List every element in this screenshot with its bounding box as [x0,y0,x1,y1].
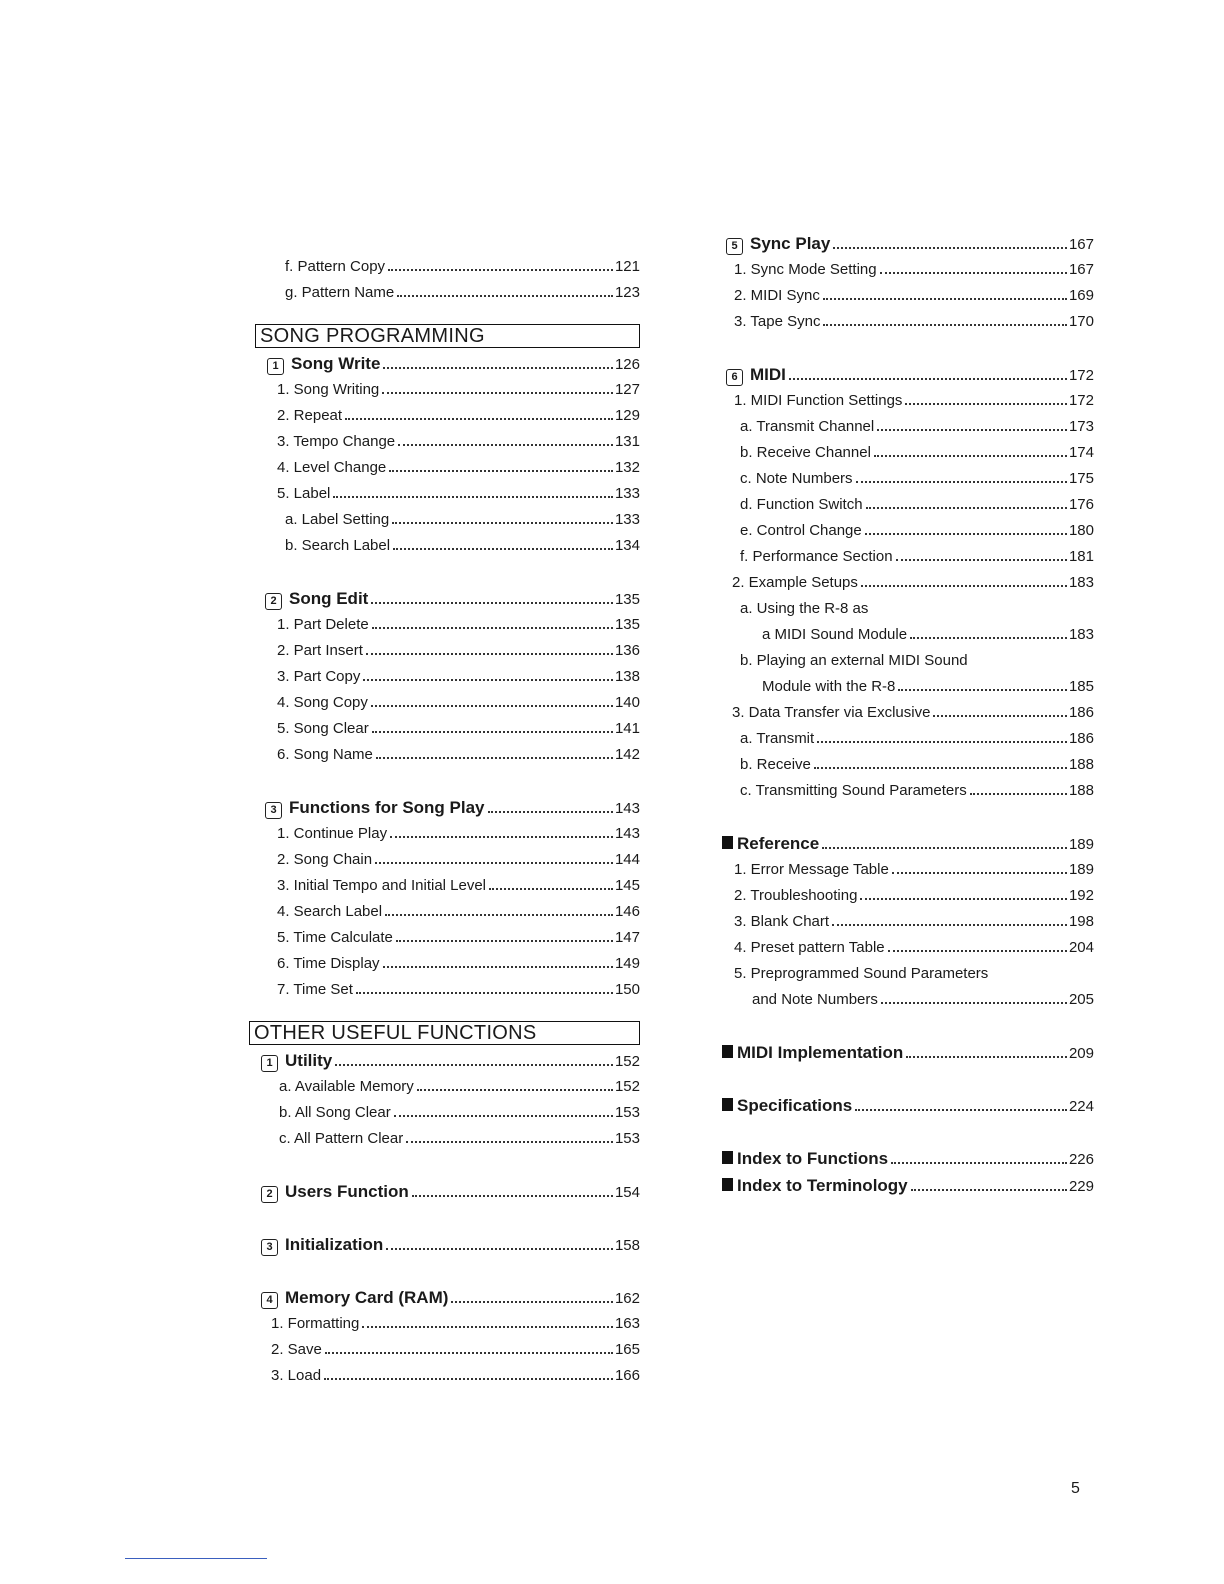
toc-heading-label: Functions for Song Play [289,798,485,817]
dot-leader [345,418,613,420]
toc-entry-page: 143 [614,825,640,842]
dot-leader [910,637,1067,639]
toc-entry-label: d. Function Switch [740,496,863,513]
toc-entry[interactable] [255,616,640,642]
toc-heading-label: Initialization [285,1235,384,1254]
toc-entry[interactable] [722,965,1094,991]
toc-entry[interactable] [255,1130,640,1156]
toc-entry-page: 162 [614,1290,640,1307]
dot-leader [386,1248,613,1250]
toc-entry[interactable] [255,642,640,668]
toc-entry[interactable] [255,511,640,537]
toc-entry-page: 154 [614,1184,640,1201]
dot-leader [388,269,613,271]
toc-heading-memory-card[interactable] [255,1288,640,1315]
toc-entry-label: b. All Song Clear [279,1104,391,1121]
dot-leader [877,429,1067,431]
dot-leader [371,705,613,707]
toc-entry-page: 149 [614,955,640,972]
toc-entry-page: 141 [614,720,640,737]
toc-entry[interactable] [722,470,1094,496]
toc-entry[interactable] [722,991,1094,1017]
toc-entry[interactable] [722,522,1094,548]
toc-entry-page: 147 [614,929,640,946]
toc-entry-label: b. Receive Channel [740,444,871,461]
toc-entry[interactable] [722,704,1094,730]
toc-entry-label: b. Search Label [285,537,391,554]
toc-entry[interactable] [255,1341,640,1367]
dot-leader [906,1056,1067,1058]
toc-entry-label: a. Label Setting [285,511,390,528]
toc-entry-label: 1. Sync Mode Setting [734,261,877,278]
dot-leader [833,247,1067,249]
toc-entry-page: 142 [614,746,640,763]
toc-entry-page: 185 [1068,678,1094,695]
toc-entry[interactable] [255,485,640,511]
dot-leader [860,898,1067,900]
toc-entry-label: 6. Time Display [277,955,380,972]
section-number-box: 2 [261,1186,278,1203]
toc-entry-label: 2. Repeat [277,407,343,424]
toc-entry-label: 1. Continue Play [277,825,388,842]
toc-entry[interactable] [722,496,1094,522]
toc-heading-label: Song Edit [289,589,369,608]
toc-entry-label: 5. Preprogrammed Sound Parameters [734,965,989,982]
toc-heading-label: MIDI [750,365,786,384]
toc-entry[interactable] [722,652,1094,678]
toc-heading-specifications[interactable] [722,1096,1094,1123]
toc-entry-label: 5. Time Calculate [277,929,393,946]
toc-entry-page: 146 [614,903,640,920]
toc-entry-page: 152 [614,1053,640,1070]
toc-entry-label: c. All Pattern Clear [279,1130,404,1147]
toc-entry-page: 186 [1068,730,1094,747]
toc-entry-page: 175 [1068,470,1094,487]
toc-entry[interactable] [255,877,640,903]
toc-heading-label: Utility [285,1051,333,1070]
toc-entry[interactable] [722,548,1094,574]
toc-entry[interactable] [255,903,640,929]
toc-entry-page: 183 [1068,574,1094,591]
dot-leader [371,602,613,604]
toc-entry-page: 134 [614,537,640,554]
section-title-song-programming: SONG PROGRAMMING [255,324,640,348]
toc-entry-page: 163 [614,1315,640,1332]
dot-leader [874,455,1067,457]
dot-leader [393,548,613,550]
toc-entry[interactable] [722,444,1094,470]
section-number-box: 1 [261,1055,278,1072]
dot-leader [832,924,1067,926]
toc-entry-page: 138 [614,668,640,685]
dot-leader [814,767,1067,769]
toc-entry-label: and Note Numbers [752,991,878,1008]
toc-entry[interactable] [722,913,1094,939]
dot-leader [898,689,1067,691]
dot-leader [866,507,1067,509]
toc-entry-label: 1. Song Writing [277,381,380,398]
dot-leader [375,862,613,864]
dot-leader [333,496,613,498]
toc-entry-label: 3. Initial Tempo and Initial Level [277,877,487,894]
dot-leader [933,715,1067,717]
toc-entry-label: 1. Formatting [271,1315,360,1332]
toc-entry-label: 2. Troubleshooting [734,887,858,904]
square-bullet-icon [722,836,733,849]
toc-entry-label: 2. Example Setups [732,574,858,591]
toc-heading-label: Reference [737,834,820,853]
square-bullet-icon [722,1151,733,1164]
toc-heading-midi-implementation[interactable] [722,1043,1094,1070]
toc-entry-page: 165 [614,1341,640,1358]
toc-entry-page: 183 [1068,626,1094,643]
toc-entry-page: 189 [1068,861,1094,878]
toc-entry-page: 121 [614,258,640,275]
dot-leader [881,1002,1067,1004]
toc-heading-label: Song Write [291,354,381,373]
toc-entry-label: a MIDI Sound Module [762,626,908,643]
toc-entry-label: e. Control Change [740,522,862,539]
toc-entry-page: 186 [1068,704,1094,721]
toc-entry-page: 167 [1068,261,1094,278]
toc-entry-label: a. Transmit [740,730,815,747]
toc-heading-users-function[interactable] [255,1182,640,1209]
dot-leader [382,392,613,394]
toc-entry-page: 188 [1068,756,1094,773]
toc-entry-label: c. Transmitting Sound Parameters [740,782,967,799]
dot-leader [324,1378,613,1380]
toc-entry-page: 127 [614,381,640,398]
toc-heading-label: Index to Terminology [737,1176,908,1195]
toc-entry-label: 5. Label [277,485,331,502]
toc-entry-label: 7. Time Set [277,981,353,998]
dot-leader [398,444,613,446]
dot-leader [383,966,613,968]
toc-entry-page: 209 [1068,1045,1094,1062]
dot-leader [970,793,1067,795]
dot-leader [817,741,1067,743]
toc-heading-index-functions[interactable] [722,1149,1094,1176]
toc-entry-label: 4. Preset pattern Table [734,939,885,956]
toc-heading-song-edit[interactable] [255,589,640,616]
dot-leader [396,940,613,942]
toc-entry-label: b. Receive [740,756,811,773]
toc-entry[interactable] [722,678,1094,704]
dot-leader [372,731,613,733]
dot-leader [366,653,613,655]
dot-leader [383,367,613,369]
toc-entry-page: 126 [614,356,640,373]
toc-entry[interactable] [722,574,1094,600]
toc-entry-page: 172 [1068,392,1094,409]
dot-leader [451,1301,613,1303]
dot-leader [888,950,1067,952]
dot-leader [362,1326,613,1328]
toc-heading-label: Memory Card (RAM) [285,1288,449,1307]
toc-entry[interactable] [255,407,640,433]
toc-entry[interactable] [255,746,640,772]
toc-heading-song-write[interactable] [255,354,640,381]
toc-right-column [722,234,1094,1203]
toc-entry-label: 2. Part Insert [277,642,363,659]
toc-entry[interactable] [722,887,1094,913]
toc-entry-page: 144 [614,851,640,868]
dot-leader [417,1089,613,1091]
toc-entry-label: b. Playing an external MIDI Sound [740,652,968,669]
toc-heading-midi[interactable] [722,365,1094,392]
toc-entry-page: 150 [614,981,640,998]
toc-entry-page: 173 [1068,418,1094,435]
toc-heading-label: Users Function [285,1182,409,1201]
dot-leader [489,888,613,890]
toc-entry-label: 3. Load [271,1367,322,1384]
square-bullet-icon [722,1098,733,1111]
toc-entry[interactable] [255,851,640,877]
toc-heading-label: MIDI Implementation [737,1043,904,1062]
toc-entry[interactable] [722,626,1094,652]
section-number-box: 4 [261,1292,278,1309]
toc-entry[interactable] [255,720,640,746]
toc-entry-page: 166 [614,1367,640,1384]
section-number-box: 5 [726,238,743,255]
toc-entry-page: 129 [614,407,640,424]
section-number-box: 3 [265,802,282,819]
dot-leader [372,627,613,629]
toc-entry-label: a. Using the R-8 as [740,600,869,617]
dot-leader [356,992,613,994]
toc-entry-label: a. Available Memory [279,1078,414,1095]
page-number: 5 [1071,1480,1080,1497]
dot-leader [880,272,1067,274]
dot-leader [823,324,1067,326]
dot-leader [389,470,613,472]
dot-leader [392,522,613,524]
toc-entry[interactable] [255,668,640,694]
toc-entry-page: 133 [614,485,640,502]
toc-entry[interactable] [722,730,1094,756]
toc-entry[interactable] [255,284,640,310]
square-bullet-icon [722,1045,733,1058]
toc-entry[interactable] [255,381,640,407]
toc-entry[interactable] [722,313,1094,339]
dot-leader [789,378,1067,380]
toc-entry-label: 2. Song Chain [277,851,373,868]
toc-heading-sync-play[interactable] [722,234,1094,261]
toc-entry-label: 1. Part Delete [277,616,369,633]
dot-leader [861,585,1067,587]
toc-entry-page: 123 [614,284,640,301]
toc-entry-label: 3. Part Copy [277,668,361,685]
toc-entry-label: 4. Level Change [277,459,387,476]
toc-entry-page: 133 [614,511,640,528]
toc-entry-page: 181 [1068,548,1094,565]
toc-heading-index-terminology[interactable] [722,1176,1094,1203]
toc-entry-label: f. Performance Section [740,548,893,565]
toc-entry[interactable] [255,459,640,485]
toc-entry-page: 170 [1068,313,1094,330]
toc-entry[interactable] [255,929,640,955]
toc-entry[interactable] [255,1078,640,1104]
toc-entry-label: 1. MIDI Function Settings [734,392,903,409]
toc-entry[interactable] [255,1367,640,1393]
toc-entry[interactable] [255,981,640,1007]
section-number-box: 2 [265,593,282,610]
dot-leader [397,295,613,297]
toc-entry-label: 6. Song Name [277,746,373,763]
toc-entry-page: 131 [614,433,640,450]
toc-entry[interactable] [255,258,640,284]
toc-entry[interactable] [255,1104,640,1130]
toc-entry-label: Module with the R-8 [762,678,896,695]
dot-leader [856,481,1067,483]
toc-entry-page: 172 [1068,367,1094,384]
toc-entry-page: 205 [1068,991,1094,1008]
toc-entry[interactable] [722,600,1094,626]
toc-entry-page: 153 [614,1130,640,1147]
dot-leader [891,1162,1067,1164]
toc-entry-page: 192 [1068,887,1094,904]
toc-entry-page: 226 [1068,1151,1094,1168]
toc-heading-label: Specifications [737,1096,853,1115]
toc-entry[interactable] [722,939,1094,965]
section-number-box: 1 [267,358,284,375]
section-number-box: 6 [726,369,743,386]
dot-leader [390,836,613,838]
toc-entry-page: 153 [614,1104,640,1121]
toc-heading-initialization[interactable] [255,1235,640,1262]
toc-entry-label: 1. Error Message Table [734,861,889,878]
toc-entry-page: 198 [1068,913,1094,930]
dot-leader [376,757,613,759]
toc-entry-label: c. Note Numbers [740,470,853,487]
square-bullet-icon [722,1178,733,1191]
toc-entry[interactable] [255,537,640,563]
toc-entry[interactable] [255,825,640,851]
toc-entry-page: 135 [614,616,640,633]
dot-leader [911,1189,1067,1191]
toc-heading-label: Index to Functions [737,1149,889,1168]
dot-leader [385,914,613,916]
toc-entry-page: 204 [1068,939,1094,956]
toc-entry[interactable] [722,261,1094,287]
dot-leader [855,1109,1067,1111]
toc-left-column [255,258,640,1393]
toc-entry-label: 4. Search Label [277,903,383,920]
toc-entry[interactable] [722,756,1094,782]
toc-entry-label: 3. Blank Chart [734,913,830,930]
toc-entry-page: 229 [1068,1178,1094,1195]
toc-entry-page: 140 [614,694,640,711]
dot-leader [892,872,1067,874]
dot-leader [363,679,613,681]
toc-entry-label: 2. MIDI Sync [734,287,820,304]
toc-entry-label: 3. Tape Sync [734,313,821,330]
toc-heading-utility[interactable] [255,1051,640,1078]
toc-entry-page: 158 [614,1237,640,1254]
toc-entry[interactable] [255,694,640,720]
section-title-other-useful-functions: OTHER USEFUL FUNCTIONS [249,1021,640,1045]
dot-leader [335,1064,613,1066]
toc-entry[interactable] [722,418,1094,444]
toc-heading-song-play[interactable] [255,798,640,825]
toc-entry-page: 180 [1068,522,1094,539]
toc-heading-label: Sync Play [750,234,831,253]
toc-entry[interactable] [722,782,1094,808]
toc-entry-label: a. Transmit Channel [740,418,875,435]
dot-leader [896,559,1067,561]
toc-entry-page: 188 [1068,782,1094,799]
dot-leader [823,298,1067,300]
toc-entry-page: 174 [1068,444,1094,461]
dot-leader [865,533,1067,535]
toc-entry-label: 3. Tempo Change [277,433,396,450]
dot-leader [905,403,1067,405]
toc-entry[interactable] [255,955,640,981]
toc-entry-page: 145 [614,877,640,894]
toc-entry[interactable] [722,392,1094,418]
toc-entry-label: f. Pattern Copy [285,258,386,275]
toc-entry-page: 189 [1068,836,1094,853]
dot-leader [394,1115,613,1117]
toc-entry-label: 2. Save [271,1341,322,1358]
toc-entry-page: 224 [1068,1098,1094,1115]
toc-entry-page: 169 [1068,287,1094,304]
toc-entry-page: 135 [614,591,640,608]
toc-entry[interactable] [255,1315,640,1341]
toc-heading-reference[interactable] [722,834,1094,861]
toc-entry-page: 143 [614,800,640,817]
toc-entry-label: 5. Song Clear [277,720,369,737]
dot-leader [822,847,1067,849]
toc-entry[interactable] [722,861,1094,887]
toc-entry[interactable] [722,287,1094,313]
toc-entry-page: 152 [614,1078,640,1095]
toc-entry-page: 176 [1068,496,1094,513]
toc-entry-page: 132 [614,459,640,476]
dot-leader [325,1352,613,1354]
toc-entry[interactable] [255,433,640,459]
dot-leader [488,811,613,813]
toc-entry-label: 3. Data Transfer via Exclusive [732,704,931,721]
toc-entry-page: 167 [1068,236,1094,253]
dot-leader [406,1141,613,1143]
section-number-box: 3 [261,1239,278,1256]
toc-entry-label: g. Pattern Name [285,284,395,301]
toc-entry-label: 4. Song Copy [277,694,368,711]
dot-leader [412,1195,613,1197]
footer-rule [125,1558,267,1559]
toc-entry-page: 136 [614,642,640,659]
